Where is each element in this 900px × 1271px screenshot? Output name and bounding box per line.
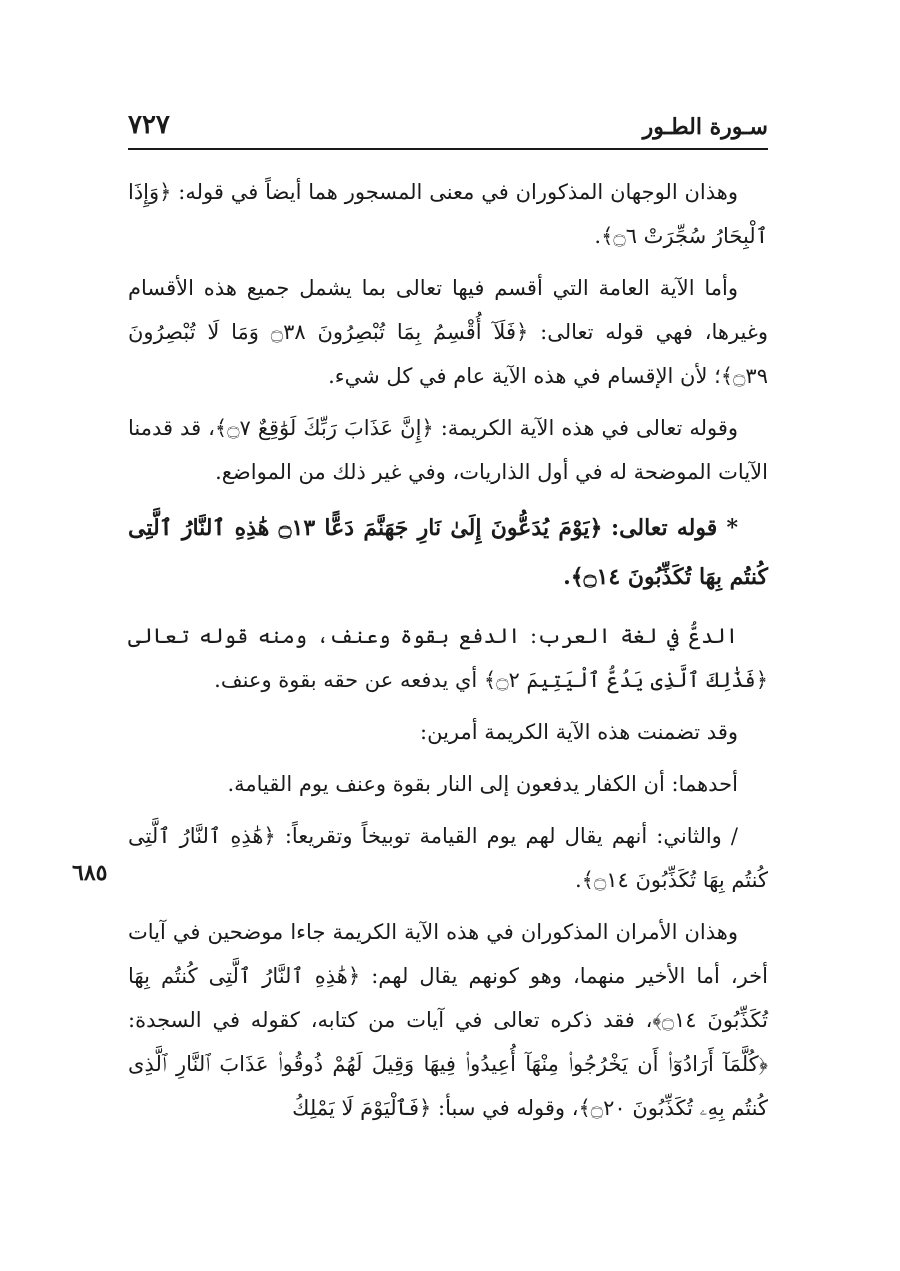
verse-heading-text: ﴿يَوْمَ يُدَعُّونَ إِلَىٰ نَارِ جَهَنَّمَ دَعًّا ۝١٣ هَٰذِهِ ٱلنَّارُ ٱلَّتِى كُنتُم بِهَا تُكَذِّبُونَ ۝١٤﴾. (128, 515, 768, 590)
paragraph-dau-definition: الدعُّ في لغة العرب: الدفع بقوة وعنف، ومنه قوله تعالى ﴿فَذَٰلِكَ ٱلَّذِى يَدُعُّ ٱلْيَتِيمَ ۝٢﴾ أي يدفعه عن حقه بقوة وعنف. (128, 624, 768, 692)
page-number: ٧٢٧ (128, 110, 170, 140)
paragraph-first-matter: أحدهما: أن الكفار يدفعون إلى النار بقوة وعنف يوم القيامة. (227, 772, 738, 796)
paragraph-masjur-meanings: وهذان الوجهان المذكوران في معنى المسجور هما أيضاً في قوله: ﴿وَإِذَا ٱلْبِحَارُ سُجِّرَتْ ۝٦﴾. (128, 180, 768, 248)
page-body (128, 170, 768, 1138)
page-header (128, 104, 768, 148)
paragraph-general-oath: وأما الآية العامة التي أقسم فيها تعالى بما يشمل جميع هذه الأقسام وغيرها، فهي قوله تعالى: ﴿فَلَآ أُقْسِمُ بِمَا تُبْصِرُونَ ۝٣٨ وَمَا لَا تُبْصِرُونَ ۝٣٩﴾؛ لأن الإقسام في هذه الآية عام في كل شيء. (128, 276, 768, 388)
margin-page-reference: ٦٨٥ (72, 860, 108, 886)
paragraph-punishment-verse: وقوله تعالى في هذه الآية الكريمة: ﴿إِنَّ عَذَابَ رَبِّكَ لَوَٰقِعٌ ۝٧﴾، قد قدمنا الآيات الموضحة له في أول الذاريات، وفي غير ذلك من المواضع. (128, 416, 768, 484)
paragraph-other-verses: وهذان الأمران المذكوران في هذه الآية الكريمة جاءا موضحين في آيات أخر، أما الأخير منهما، وهو كونهم يقال لهم: ﴿هَٰذِهِ ٱلنَّارُ ٱلَّتِى كُنتُم بِهَا تُكَذِّبُونَ ۝١٤﴾، فقد ذكره تعالى في آيات من كتابه، كقوله في السجدة: ﴿كُلَّمَآ أَرَادُوٓا۟ أَن يَخْرُجُوا۟ مِنْهَآ أُعِيدُوا۟ فِيهَا وَقِيلَ لَهُمْ ذُوقُوا۟ عَذَابَ ٱلنَّارِ ٱلَّذِى كُنتُم بِهِۦ تُكَذِّبُونَ ۝٢٠﴾، وقوله في سبأ: ﴿فَٱلْيَوْمَ لَا يَمْلِكُ (128, 920, 768, 1120)
verse-heading (128, 504, 768, 602)
surah-title: سـورة الطـور (642, 114, 768, 140)
header-rule (128, 148, 768, 150)
verse-heading-prefix: * قوله تعالى: (610, 515, 738, 541)
paragraph-second-matter: / والثاني: أنهم يقال لهم يوم القيامة توبيخاً وتقريعاً: ﴿هَٰذِهِ ٱلنَّارُ ٱلَّتِى كُنتُم بِهَا تُكَذِّبُونَ ۝١٤﴾. (128, 824, 768, 892)
paragraph-two-matters: وقد تضمنت هذه الآية الكريمة أمرين: (420, 720, 738, 744)
